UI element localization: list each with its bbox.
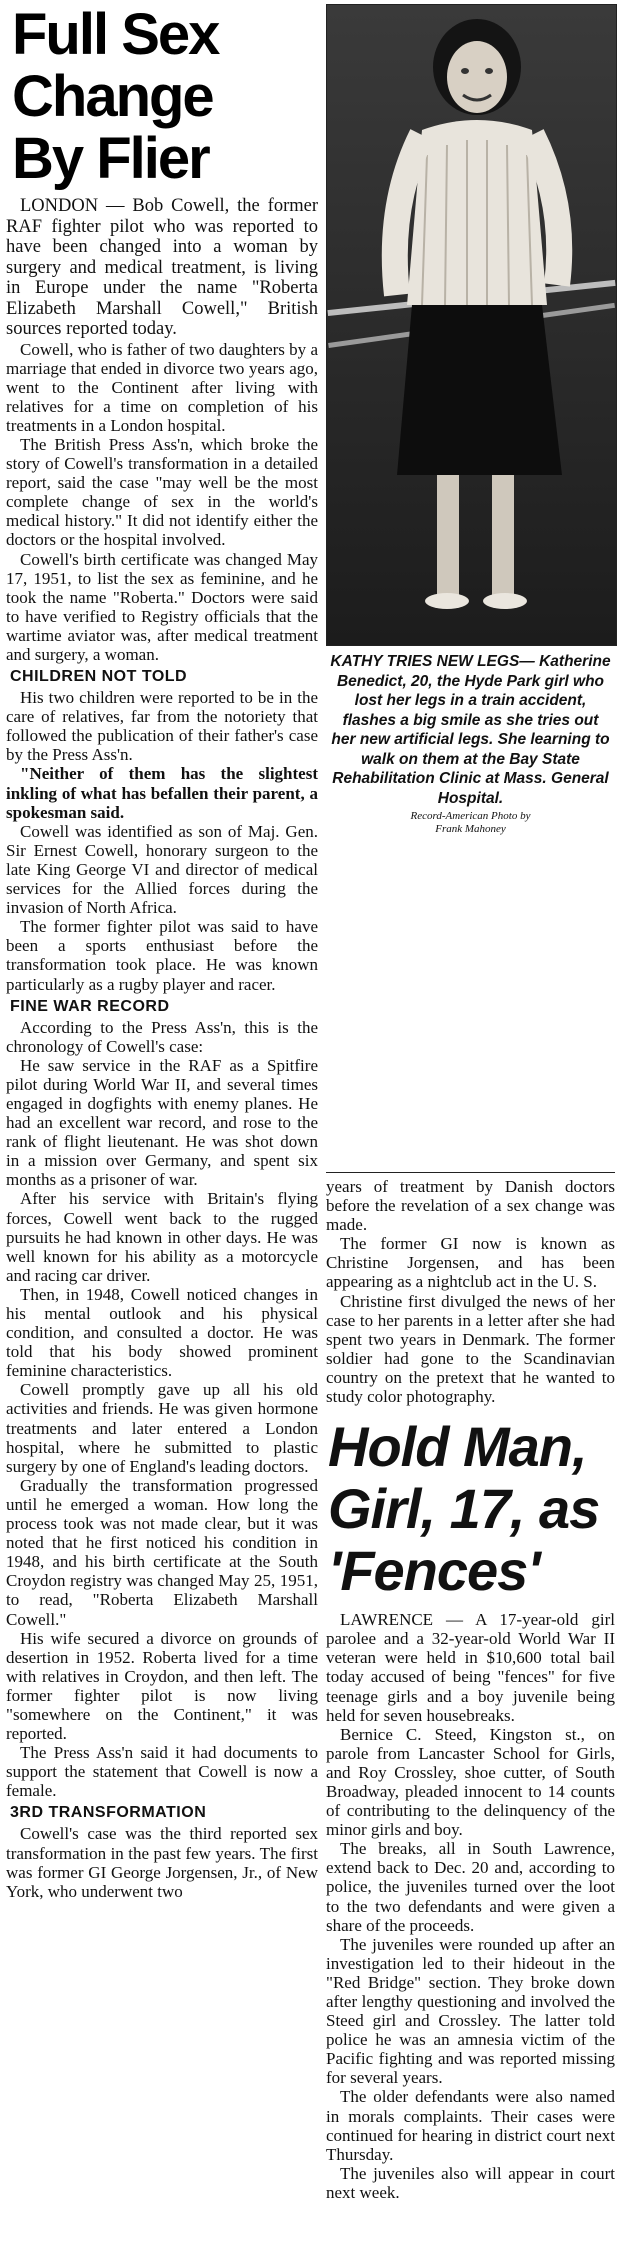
photo-credit-line: Record-American Photo by [410,810,531,822]
right-text-column [326,1168,615,2202]
article-paragraph: Gradually the transformation progressed until he emerged a woman. How long the process took was not made clear, but it was noted that he first noticed his condition in 1948, and his birth certificate at the South Croydon registry was changed May 25, 1951, to read, "Roberta Elizabeth Marshall Cowell." [6,1475,318,1629]
headline-line: 'Fences' [328,1539,540,1603]
photo-block [326,4,615,836]
headline-line: Girl, 17, as [328,1477,600,1541]
article-paragraph: The juveniles were rounded up after an investigation led to their hideout in the "Red Bridge" section. They broke down after lengthy questioning and involved the Steed girl and Crossley. The latter told police he was an amnesia victim of the Pacific fighting and was reported missing for several years. [326,1934,615,2088]
article-lead: LONDON — Bob Cowell, the former RAF fighter pilot who was reported to have been changed into a woman by surgery and medical treatment, is living in Europe under the name "Roberta Elizabeth Marshall Cowell," British sources reported today. [6,196,318,339]
article-paragraph: He saw service in the RAF as a Spitfire pilot during World War II, and several times engaged in dogfights with enemy planes. He had an excellent war record, and rose to the rank of flight lieutenant. He was shot down in a mission over Germany, and spent six months as a prisoner of war. [6,1055,318,1190]
headline-line: Full Sex [12,2,219,67]
article-paragraph: The former fighter pilot was said to have been a sports enthusiast before the transformation took place. He was known particularly as a rugby player and racer. [6,917,318,994]
article-paragraph: Bernice C. Steed, Kingston st., on parole from Lancaster School for Girls, and Roy Crossley, shoe cutter, of South Broadway, pleaded innocent to 14 counts of contributing to the delinquency of the minor girls and boy. [326,1724,615,1840]
subhead-fine-war-record: FINE WAR RECORD [10,997,170,1015]
headline-line: Change [12,64,213,129]
article-paragraph: The breaks, all in South Lawrence, extend back to Dec. 20 and, according to police, the juveniles turned over the loot to the two defendants and were given a share of the proceeds. [326,1839,615,1935]
photo-katherine-benedict [326,4,617,646]
subhead-3rd-transformation: 3RD TRANSFORMATION [10,1804,207,1822]
article-paragraph: The Press Ass'n said it had documents to support the statement that Cowell is now a female. [6,1743,318,1801]
article-continued: years of treatment by Danish doctors before the revelation of a sex change was made. [326,1177,615,1235]
headline-sex-change [12,4,318,190]
article-paragraph: The British Press Ass'n, which broke the story of Cowell's transformation in a detailed report, said the case "may well be the most complete change of sex in the world's medical history." It did not identify either the doctors or the hospital involved. [6,434,318,550]
article-paragraph: LAWRENCE — A 17-year-old girl parolee and a 32-year-old World War II veteran were held in $10,600 total bail today accused of being "fences" for five teenage girls and a boy juvenile being held for seven housebreaks. [326,1610,615,1725]
article-paragraph: The juveniles also will appear in court next week. [326,2163,615,2202]
photo-credit-line: Frank Mahoney [435,823,506,835]
article-paragraph: According to the Press Ass'n, this is the chronology of Cowell's case: [6,1017,318,1056]
photo-credit [326,810,615,836]
headline-hold-man [328,1416,615,1602]
article-paragraph: Then, in 1948, Cowell noticed changes in his mental outlook and his physical condition, and consulted a doctor. He was told that his body showed prominent feminine characteristics. [6,1284,318,1381]
headline-line: By Flier [12,126,209,191]
article-paragraph: After his service with Britain's flying forces, Cowell went back to the rugged pursuits he had known in other days. He was well known for his ability as a motorcycle and racing car driver. [6,1189,318,1285]
article-paragraph: Cowell was identified as son of Maj. Gen. Sir Ernest Cowell, honorary surgeon to the late King George VI and director of medical services for the Allied forces during the invasion of North Africa. [6,821,318,918]
article-paragraph: His wife secured a divorce on grounds of desertion in 1952. Roberta lived for a time with relatives in Croydon, and then left. The former fighter pilot is now living "somewhere on the Continent," it was reported. [6,1628,318,1744]
photo-caption: KATHY TRIES NEW LEGS— Katherine Benedict, 20, the Hyde Park girl who lost her legs in a train accident, flashes a big smile as she tries out her new artificial legs. She learning to walk on them at the Bay State Rehabilitation Clinic at Mass. General Hospital. [330,653,611,807]
article-sex-change [6,4,318,1901]
article-quote: "Neither of them has the slightest inkling of what has befallen their parent, a spokesman said. [6,764,318,822]
article-paragraph: Cowell promptly gave up all his old activities and friends. He was given hormone treatments and later entered a London hospital, where he submitted to plastic surgery by one of England's leading doctors. [6,1380,318,1476]
article-paragraph: His two children were reported to be in the care of relatives, far from the notoriety that followed the publication of their father's case by the Press Ass'n. [6,688,318,765]
photo-image [327,5,616,645]
article-paragraph: Cowell, who is father of two daughters by a marriage that ended in divorce two years ago, went to the Continent after living with relatives for a time on completion of his treatments in a London hospital. [6,339,318,435]
article-continued: The former GI now is known as Christine Jorgensen, and has been appearing as a nightclub act in the U. S. [326,1234,615,1292]
article-paragraph: Cowell's case was the third reported sex transformation in the past few years. The first was former GI George Jorgensen, Jr., of New York, who underwent two [6,1824,318,1901]
subhead-children-not-told: CHILDREN NOT TOLD [10,668,188,686]
article-continued: Christine first divulged the news of her case to her parents in a letter after she had spent two years in Denmark. The former soldier had gone to the Scandinavian country on the pretext that he wanted to study color photography. [326,1291,615,1407]
article-paragraph: The older defendants were also named in morals complaints. Their cases were continued for hearing in district court next Thursday. [326,2087,615,2164]
headline-line: Hold Man, [328,1415,587,1479]
divider [326,1172,615,1173]
article-paragraph: Cowell's birth certificate was changed May 17, 1951, to list the sex as feminine, and he took the name "Roberta." Doctors were said to have verified to Registry officials that the wartime aviator was, after medical treatment and surgery, a woman. [6,549,318,664]
